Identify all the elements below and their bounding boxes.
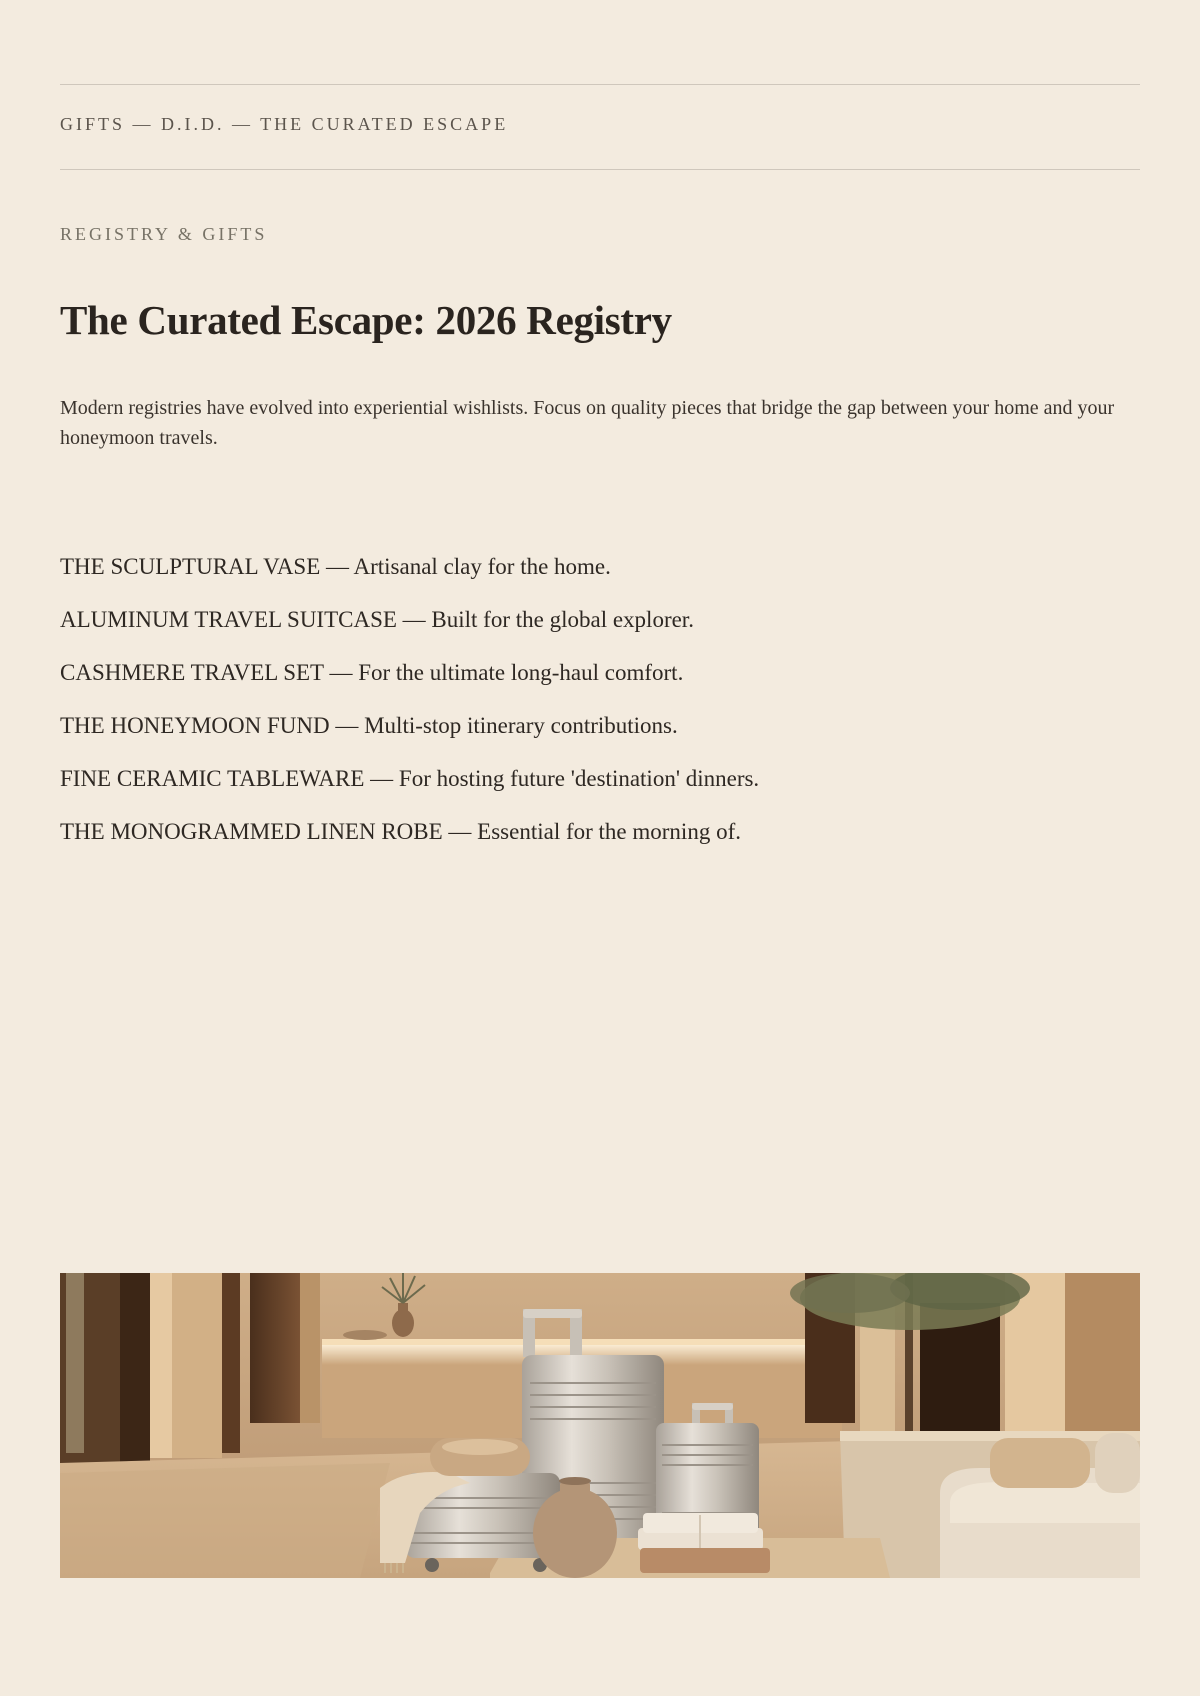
hero-image-luggage-lobby	[60, 1273, 1140, 1578]
top-divider	[60, 84, 1140, 85]
page-title: The Curated Escape: 2026 Registry	[60, 297, 672, 343]
header-bottom-divider	[60, 169, 1140, 170]
breadcrumb: GIFTS — D.I.D. — THE CURATED ESCAPE	[60, 114, 509, 134]
section-label: REGISTRY & GIFTS	[60, 224, 268, 244]
gift-item-cashmere-set: CASHMERE TRAVEL SET — For the ultimate long-haul comfort.	[60, 660, 684, 685]
gift-item-honeymoon-fund: THE HONEYMOON FUND — Multi-stop itinerary contributions.	[60, 713, 678, 738]
gift-item-sculptural-vase: THE SCULPTURAL VASE — Artisanal clay for the home.	[60, 554, 611, 579]
gift-list	[60, 553, 759, 871]
intro-paragraph: Modern registries have evolved into experiential wishlists. Focus on quality pieces that bridge the gap between your home and your honeymoon travels.	[60, 397, 1115, 449]
gift-item-ceramic-tableware: FINE CERAMIC TABLEWARE — For hosting future 'destination' dinners.	[60, 766, 760, 791]
gift-item-aluminum-suitcase: ALUMINUM TRAVEL SUITCASE — Built for the global explorer.	[60, 607, 694, 632]
registry-page	[60, 0, 1140, 1696]
gift-item-linen-robe: THE MONOGRAMMED LINEN ROBE — Essential for the morning of.	[60, 819, 741, 844]
